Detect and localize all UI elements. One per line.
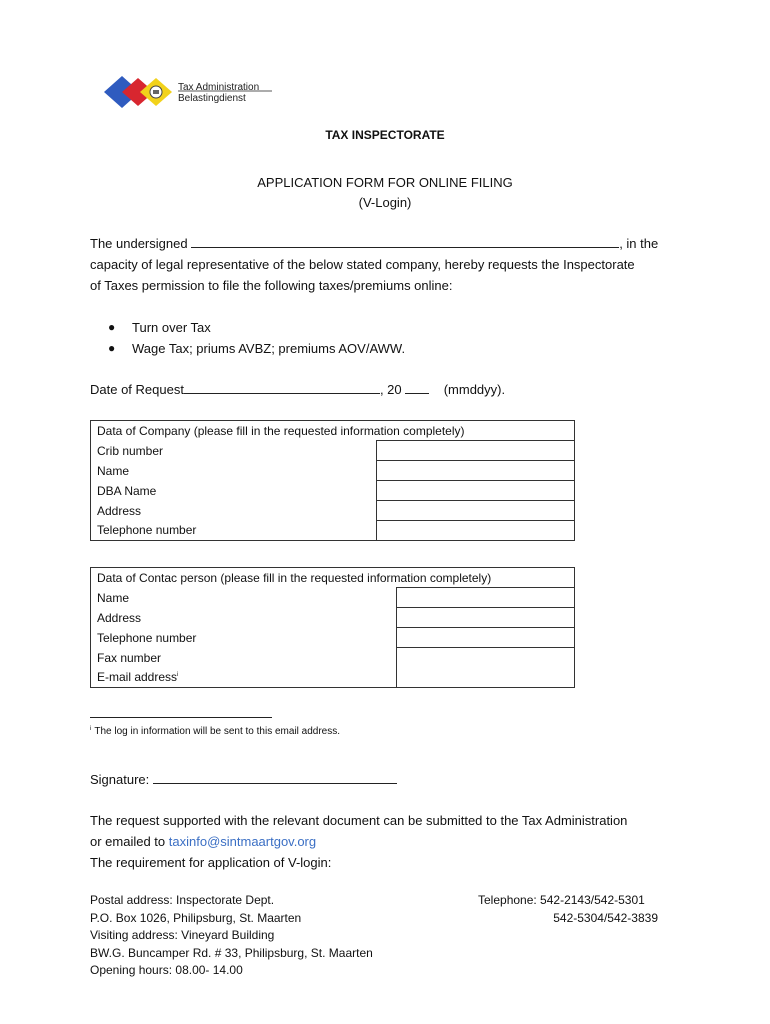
address-line: Opening hours: 08.00- 14.00 bbox=[90, 963, 243, 977]
company-table-header: Data of Company (please fill in the requested information completely) bbox=[91, 421, 575, 441]
footnote-text: The log in information will be sent to this email address. bbox=[94, 726, 341, 737]
submission-line-3: The requirement for application of V-login: bbox=[90, 855, 332, 870]
table-row: Crib number bbox=[91, 441, 575, 461]
submission-line-1: The request supported with the relevant document can be submitted to the Tax Administration bbox=[90, 813, 628, 828]
date-format: (mmddyy). bbox=[443, 382, 506, 397]
table-row: Name bbox=[91, 588, 575, 608]
form-subtitle: (V-Login) bbox=[358, 195, 412, 210]
company-telephone-field[interactable] bbox=[377, 521, 575, 541]
contact-telephone-field[interactable] bbox=[397, 628, 575, 648]
intro-text-start: The undersigned bbox=[90, 236, 192, 251]
table-row: Address bbox=[91, 608, 575, 628]
table-row: E-mail address$^i$ bbox=[91, 668, 575, 688]
table-row: DBA Name bbox=[91, 481, 575, 501]
page-title: TAX INSPECTORATE bbox=[325, 128, 445, 142]
date-of-request bbox=[90, 379, 690, 400]
bullet-icon: ● bbox=[108, 341, 116, 355]
intro-line-3: of Taxes permission to file the following taxes/premiums online: bbox=[90, 278, 453, 293]
list-item: ● Turn over Tax bbox=[108, 317, 405, 338]
undersigned-name-field[interactable] bbox=[191, 235, 619, 248]
intro-paragraph bbox=[90, 233, 690, 296]
logo-line1: Tax Administration bbox=[178, 82, 260, 93]
date-sep: , 20 bbox=[379, 382, 402, 397]
signature-field[interactable] bbox=[153, 771, 397, 784]
table-row: Address bbox=[91, 501, 575, 521]
address-line: BW.G. Buncamper Rd. # 33, Philipsburg, St. Maarten bbox=[90, 945, 373, 960]
footnote-mark: i bbox=[90, 726, 92, 732]
contact-table-header: Data of Contac person (please fill in the requested information completely) bbox=[91, 568, 575, 588]
table-row: Fax number bbox=[91, 648, 575, 668]
footnote-divider bbox=[90, 717, 272, 718]
telephone-line-2: 542-5304/542-3839 bbox=[553, 910, 658, 925]
telephone-block bbox=[478, 892, 658, 927]
contact-data-table bbox=[90, 567, 575, 688]
submission-line-2: or emailed to bbox=[90, 834, 169, 849]
signature-line bbox=[90, 771, 397, 787]
year-field[interactable] bbox=[405, 381, 429, 394]
crib-number-field[interactable] bbox=[377, 441, 575, 461]
footnote bbox=[90, 726, 340, 737]
address-line: Postal address: Inspectorate Dept. bbox=[90, 893, 275, 907]
table-row: Telephone number bbox=[91, 521, 575, 541]
contact-address-field[interactable] bbox=[397, 608, 575, 628]
submission-info bbox=[90, 810, 710, 873]
telephone-line-1: Telephone: 542-2143/542-5301 bbox=[478, 893, 645, 907]
table-row: Name bbox=[91, 461, 575, 481]
table-row: Telephone number bbox=[91, 628, 575, 648]
company-address-field[interactable] bbox=[377, 501, 575, 521]
logo-line2: Belastingdienst bbox=[178, 93, 246, 104]
intro-line-2: capacity of legal representative of the below stated company, hereby requests the Inspectorate bbox=[90, 257, 635, 272]
dba-name-field[interactable] bbox=[377, 481, 575, 501]
address-block bbox=[90, 892, 373, 980]
address-line: Visiting address: Vineyard Building bbox=[90, 928, 275, 942]
contact-name-field[interactable] bbox=[397, 588, 575, 608]
form-title: APPLICATION FORM FOR ONLINE FILING bbox=[257, 175, 513, 190]
company-name-field[interactable] bbox=[377, 461, 575, 481]
company-data-table bbox=[90, 420, 575, 541]
logo-text bbox=[178, 82, 259, 104]
intro-text-end: , in the bbox=[619, 236, 659, 251]
contact-fax-email-field[interactable] bbox=[397, 648, 575, 688]
tax-list bbox=[108, 317, 405, 359]
date-label: Date of Request bbox=[90, 382, 184, 397]
list-item: ● Wage Tax; priums AVBZ; premiums AOV/AWW. bbox=[108, 338, 405, 359]
bullet-icon: ● bbox=[108, 320, 116, 334]
email-link[interactable]: taxinfo@sintmaartgov.org bbox=[168, 834, 317, 849]
footnote-ref: i bbox=[177, 672, 179, 679]
address-line: P.O. Box 1026, Philipsburg, St. Maarten bbox=[90, 910, 302, 925]
date-field[interactable] bbox=[184, 381, 380, 394]
signature-label: Signature: bbox=[90, 772, 153, 787]
